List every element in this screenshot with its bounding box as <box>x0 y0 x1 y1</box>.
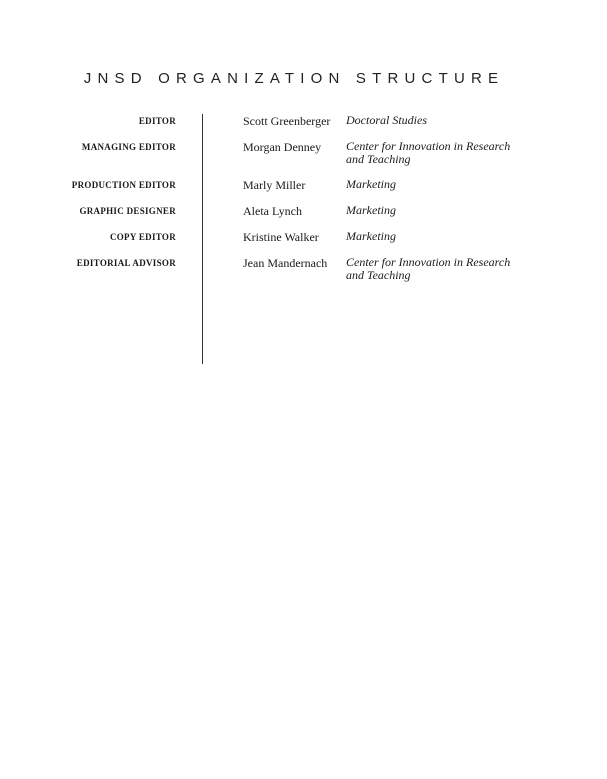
person-name: Scott Greenberger <box>243 114 331 128</box>
department: Center for Innovation in Research and Teaching <box>346 139 511 166</box>
role-label: MANAGING EDITOR <box>81 142 176 152</box>
department: Doctoral Studies <box>346 113 427 127</box>
role-label: EDITOR <box>138 116 176 126</box>
role-label: GRAPHIC DESIGNER <box>79 206 176 216</box>
department: Marketing <box>346 203 396 217</box>
vertical-divider <box>202 114 203 364</box>
person-name: Marly Miller <box>243 178 306 192</box>
department: Center for Innovation in Research and Teaching <box>346 255 511 282</box>
person-name: Morgan Denney <box>243 140 322 154</box>
page-title: JNSD ORGANIZATION STRUCTURE <box>83 70 505 87</box>
person-name: Jean Mandernach <box>243 256 328 270</box>
person-name: Aleta Lynch <box>243 204 302 218</box>
department: Marketing <box>346 229 396 243</box>
role-label: EDITORIAL ADVISOR <box>76 258 176 268</box>
role-label: PRODUCTION EDITOR <box>71 180 176 190</box>
person-name: Kristine Walker <box>243 230 319 244</box>
department: Marketing <box>346 177 396 191</box>
role-label: COPY EDITOR <box>109 232 176 242</box>
